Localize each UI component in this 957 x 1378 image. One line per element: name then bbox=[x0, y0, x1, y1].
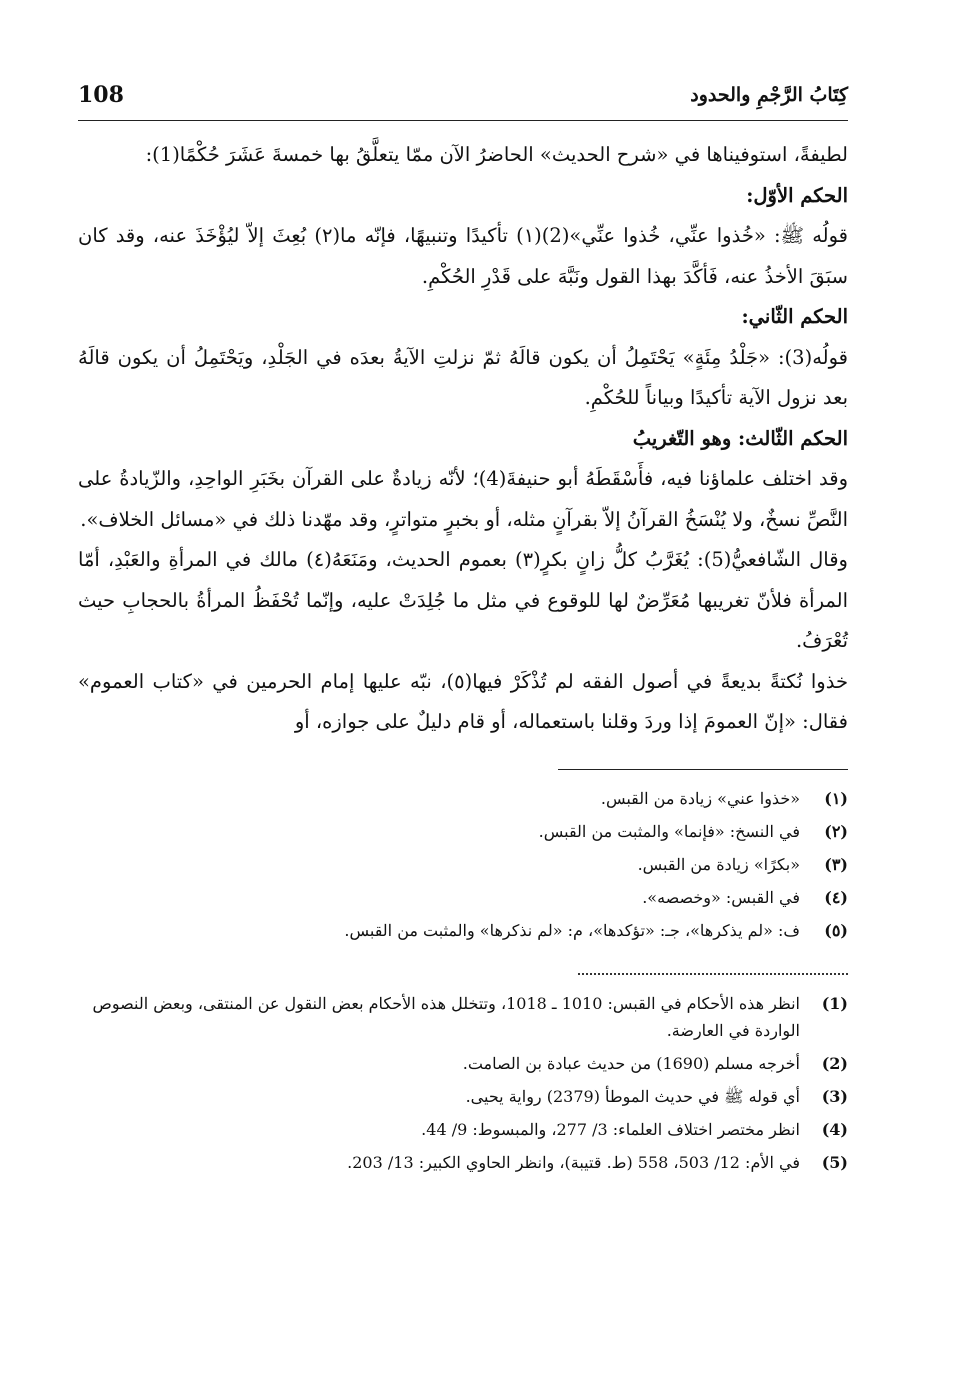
book-page bbox=[78, 80, 848, 1310]
paragraph-second-ruling: قولُه(3): «جَلْدُ مِئَةٍ» يَحْتَمِلُ أن يكون قالَهُ ثمّ نزلتِ الآيةُ بعدَه في الجَلْدِ، ويَحْتَمِلُ أن يكون قالَهُ بعد نزول الآية تأكيدًا وبياناً للحُكْمِ. bbox=[78, 345, 848, 409]
variant-note bbox=[78, 848, 848, 881]
variant-note bbox=[78, 815, 848, 848]
variant-note-text: ف: «لم يذكرها»، جـ: «تؤكدها»، م: «لم نذكرها» والمثبت من القبس. bbox=[344, 920, 800, 940]
footnote-separator bbox=[558, 769, 848, 770]
paragraph-usul-point: خذوا نُكتةً بديعةً في أصول الفقه لم تُذْكَرْ فيها(٥)، نبّه عليها إمام الحرمين في «كتاب العموم» فقال: «إنّ العمومَ إذا وردَ وقلنا باستعماله، أو قام دليلٌ على جوازه، أو bbox=[78, 669, 849, 733]
variant-note-text: «خذوا عني» زيادة من القبس. bbox=[600, 788, 800, 808]
dotted-separator bbox=[578, 973, 848, 975]
editor-note-number: (5) bbox=[821, 1152, 848, 1172]
paragraph-third-ruling: وقد اختلف علماؤنا فيه، فأَسْقَطَهُ أبو حنيفةَ(4)؛ لأنّه زيادةٌ على القرآن بخَبَرِ الواحِدِ، والزّيادةُ على النَّصِّ نسخٌ، ولا يُنْسَخُ القرآنُ إلاّ بقرآنٍ مثله، أو بخبرٍ متواترٍ، وقد مهّدنا ذلك في «مسائل الخلاف». bbox=[78, 467, 848, 531]
editor-note-number: (3) bbox=[821, 1086, 848, 1106]
paragraph-intro: لطيفةً، استوفيناها في «شرح الحديث» الحاضرُ الآن ممّا يتعلَّقُ بها خمسةَ عَشَرَ حُكْمًا(1): bbox=[145, 143, 848, 166]
variant-note-number: (٣) bbox=[824, 854, 848, 874]
editor-note-number: (2) bbox=[821, 1053, 848, 1073]
editor-note-text: أخرجه مسلم (1690) من حديث عبادة بن الصامت. bbox=[462, 1053, 800, 1073]
variant-note-text: في النسخ: «فإنما» والمثبت من القبس. bbox=[538, 821, 800, 841]
editor-note bbox=[78, 1047, 848, 1080]
variant-note-text: في القبس: «وخصصه». bbox=[642, 887, 800, 907]
main-text bbox=[78, 135, 848, 743]
editor-note bbox=[78, 1080, 848, 1113]
editor-note-text: انظر مختصر اختلاف العلماء: 3/ 277، والمبسوط: 9/ 44. bbox=[421, 1119, 800, 1139]
page-number: 108 bbox=[78, 82, 124, 108]
variant-note-number: (٤) bbox=[824, 887, 848, 907]
editor-footnotes bbox=[78, 987, 848, 1179]
variant-note-number: (٥) bbox=[824, 920, 848, 940]
editor-note bbox=[78, 987, 848, 1047]
running-title: كِتَابُ الرَّجْمِ والحدود bbox=[690, 84, 848, 106]
editor-note bbox=[78, 1113, 848, 1146]
paragraph-shafii: وقال الشّافعيُّ(5): يُغَرَّبُ كلُّ زانٍ بكرٍ(٣) بعموم الحديث، ومَنَعَهُ(٤) مالك في المرأةِ والعَبْدِ، أمّا المرأة فلأنّ تغريبها مُعَرِّضٌ لها للوقوع في مثل ما جُلِدَتْ عليه، وإنّما تُحْفَظُ المرأةُ بالحجابِ حيث تُعْرَفُ. bbox=[78, 548, 848, 652]
variant-note bbox=[78, 881, 848, 914]
variant-note bbox=[78, 914, 848, 947]
paragraph-first-ruling: قولُه ﷺ: «خُذوا عنِّي، خُذوا عنِّي»(2)(١) تأكيدًا وتنبيهًا، فإنّه ما(٢) بُعِثَ إلاّ ليُؤْخَذَ عنه، وقد كان سبَقَ الأخذُ عنه، فَأكَّدَ بهذا القول ونَبَّهَ على قَدْرِ الحُكْمِ. bbox=[78, 224, 849, 288]
heading-second-ruling: الحكم الثّاني: bbox=[741, 305, 848, 328]
editor-note bbox=[78, 1146, 848, 1179]
heading-first-ruling: الحكم الأوّل: bbox=[746, 183, 848, 207]
page-header bbox=[78, 80, 848, 121]
heading-third-ruling: الحكم الثّالث: وهو التّغريبُ bbox=[632, 426, 848, 450]
variant-note-text: «بكرًا» زيادة من القبس. bbox=[637, 854, 800, 874]
variant-note bbox=[78, 782, 848, 815]
variant-note-number: (١) bbox=[824, 788, 848, 808]
variant-note-number: (٢) bbox=[824, 821, 848, 841]
variant-footnotes bbox=[78, 782, 848, 947]
editor-note-text: أي قوله ﷺ في حديث الموطأ (2379) رواية يحيى. bbox=[465, 1086, 800, 1106]
editor-note-text: في الأم: 12/ 503، 558 (ط. قتيبة)، وانظر الحاوي الكبير: 13/ 203. bbox=[347, 1152, 800, 1172]
editor-note-number: (4) bbox=[821, 1119, 848, 1139]
editor-note-number: (1) bbox=[821, 993, 848, 1013]
editor-note-text: انظر هذه الأحكام في القبس: 1010 ـ 1018، وتتخلل هذه الأحكام بعض النقول عن المنتقى، وبعض النصوص الواردة في العارضة. bbox=[92, 993, 800, 1040]
